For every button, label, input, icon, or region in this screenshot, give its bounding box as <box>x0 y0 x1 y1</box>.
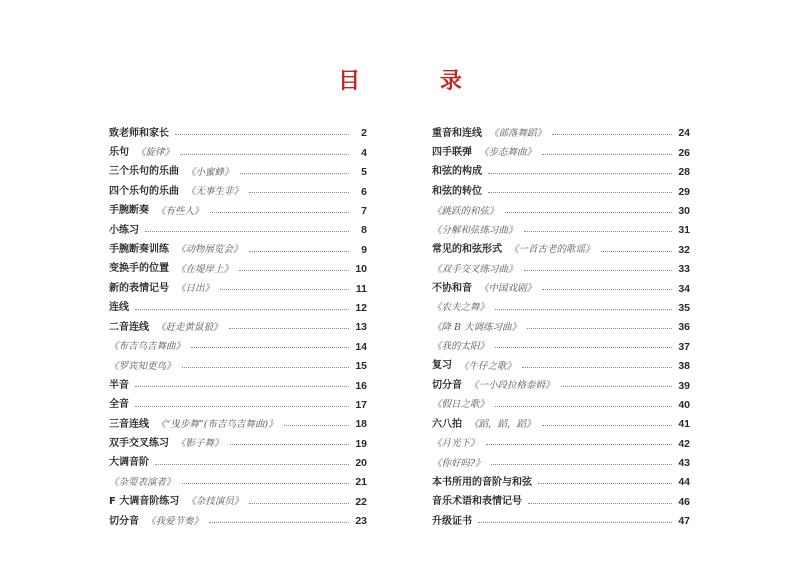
dot-leader <box>191 347 349 348</box>
toc-entry-title: 四手联弹 <box>432 147 472 159</box>
toc-entry-title: 不协和音 <box>432 282 472 294</box>
toc-left-column <box>109 124 367 531</box>
toc-entry-title: 乐句 <box>109 147 129 159</box>
toc-page-number: 41 <box>678 418 690 431</box>
toc-entry[interactable] <box>432 415 690 434</box>
toc-page-number: 37 <box>678 340 690 353</box>
toc-page-number: 46 <box>678 495 690 508</box>
toc-page-number: 44 <box>678 476 690 489</box>
dot-leader <box>538 483 672 484</box>
toc-entry[interactable] <box>109 337 367 356</box>
dot-leader <box>182 367 349 368</box>
toc-page-number: 33 <box>678 263 690 276</box>
toc-page-number: 17 <box>355 398 367 411</box>
toc-entry[interactable] <box>109 143 367 162</box>
dot-leader <box>491 464 672 465</box>
toc-entry-piece: 《蹈，蹈，蹈》 <box>469 418 536 430</box>
toc-page-number: 5 <box>361 166 367 179</box>
toc-entry-title: 半音 <box>109 379 129 391</box>
toc-entry[interactable] <box>432 454 690 473</box>
toc-entry[interactable] <box>109 279 367 298</box>
toc-entry-title: 六八拍 <box>432 418 462 430</box>
toc-entry-piece: 《旋律》 <box>136 147 175 159</box>
page-title: 目 录 <box>338 69 498 94</box>
dot-leader <box>542 425 672 426</box>
toc-entry-piece: 《在堤岸上》 <box>176 263 234 275</box>
toc-entry-piece: 《一首古老的歌谣》 <box>509 244 595 256</box>
toc-entry-piece: 《我的太阳》 <box>432 341 490 353</box>
toc-entry[interactable] <box>432 357 690 376</box>
toc-entry-piece: 《布吉乌吉舞曲》 <box>109 341 186 353</box>
toc-entry-piece: 《杂耍表演者》 <box>109 476 176 488</box>
toc-entry[interactable] <box>432 221 690 240</box>
toc-page-number: 36 <box>678 321 690 334</box>
toc-entry-piece: 《杂技演员》 <box>186 496 244 508</box>
toc-entry-title: 升级证书 <box>432 515 472 527</box>
toc-entry[interactable] <box>432 512 690 531</box>
dot-leader <box>145 231 349 232</box>
toc-entry-piece: 《一小段拉格泰姆》 <box>469 380 555 392</box>
toc-entry-title: 小练习 <box>109 224 139 236</box>
toc-page-number: 13 <box>355 321 367 334</box>
toc-entry[interactable] <box>432 163 690 182</box>
toc-entry-title: F 大调音阶练习 <box>109 496 180 508</box>
toc-page-number: 7 <box>361 205 367 217</box>
toc-entry-title: 手腕断奏 <box>109 205 149 217</box>
toc-right-column <box>432 124 690 531</box>
toc-entry[interactable] <box>432 143 690 162</box>
toc-page-number: 20 <box>355 457 367 470</box>
toc-entry[interactable] <box>109 415 367 434</box>
toc-entry-title: 常见的和弦形式 <box>432 244 502 256</box>
dot-leader <box>240 173 349 174</box>
toc-entry-title: 大调音阶 <box>109 457 149 469</box>
toc-entry[interactable] <box>432 318 690 337</box>
toc-entry-title: 复习 <box>432 360 452 372</box>
dot-leader <box>552 134 672 135</box>
toc-entry[interactable] <box>109 434 367 453</box>
toc-entry[interactable] <box>432 376 690 395</box>
toc-entry[interactable] <box>432 124 690 143</box>
toc-page-number: 47 <box>678 515 690 528</box>
toc-page-number: 16 <box>355 379 367 392</box>
toc-entry-title: 本书所用的音阶与和弦 <box>432 476 532 488</box>
toc-entry-title: 连线 <box>109 302 129 314</box>
dot-leader <box>230 444 349 445</box>
toc-entry-title: 全音 <box>109 399 129 411</box>
toc-entry-piece: 《赶走黄鼠狼》 <box>156 321 223 333</box>
toc-entry-title: 致老师和家长 <box>109 127 169 139</box>
toc-page-number: 38 <box>678 360 690 373</box>
dot-leader <box>528 503 672 504</box>
toc-entry-piece: 《有些人》 <box>156 205 204 217</box>
toc-entry-piece: 《无事生非》 <box>186 186 244 198</box>
toc-entry[interactable] <box>432 337 690 356</box>
toc-entry-title: 四个乐句的乐曲 <box>109 185 179 197</box>
dot-leader <box>182 483 349 484</box>
dot-leader <box>527 328 672 329</box>
toc-entry-piece: 《双手交叉练习曲》 <box>432 263 518 275</box>
dot-leader <box>239 270 349 271</box>
toc-page-number: 12 <box>355 301 367 314</box>
toc-page-number: 31 <box>678 224 690 237</box>
dot-leader <box>249 503 349 504</box>
toc-entry[interactable] <box>432 260 690 279</box>
toc-entry[interactable] <box>109 512 367 531</box>
toc-page-number: 39 <box>678 379 690 392</box>
dot-leader <box>135 386 349 387</box>
dot-leader <box>495 406 672 407</box>
dot-leader <box>488 192 672 193</box>
toc-page-number: 23 <box>355 515 367 528</box>
toc-entry[interactable] <box>109 376 367 395</box>
dot-leader <box>209 522 349 523</box>
toc-entry-piece: 《我爱节奏》 <box>146 515 204 527</box>
toc-entry-piece: 《假日之歌》 <box>432 399 490 411</box>
toc-page-number: 30 <box>678 205 690 217</box>
dot-leader <box>542 289 672 290</box>
toc-page-number: 28 <box>678 166 690 179</box>
dot-leader <box>135 309 349 310</box>
toc-page-number: 29 <box>678 185 690 198</box>
toc-entry-piece: 《日出》 <box>176 283 215 295</box>
dot-leader <box>284 425 349 426</box>
toc-entry[interactable] <box>109 299 367 318</box>
dot-leader <box>522 367 672 368</box>
toc-page-number: 40 <box>678 398 690 411</box>
toc-entry[interactable] <box>109 357 367 376</box>
toc-entry-title: 二音连线 <box>109 321 149 333</box>
dot-leader <box>135 406 349 407</box>
toc-entry[interactable] <box>109 182 367 201</box>
dot-leader <box>180 154 349 155</box>
toc-page-number: 34 <box>678 282 690 295</box>
toc-entry-title: 双手交叉练习 <box>109 437 169 449</box>
toc-page-number: 35 <box>678 301 690 314</box>
toc-entry[interactable] <box>432 279 690 298</box>
toc-entry-title: 和弦的构成 <box>432 166 482 178</box>
toc-entry-title: 音乐术语和表情记号 <box>432 496 522 508</box>
toc-page-number: 6 <box>361 185 367 198</box>
toc-page-number: 22 <box>355 495 367 508</box>
toc-entry-title: 新的表情记号 <box>109 282 169 294</box>
toc-entry[interactable] <box>109 202 367 221</box>
toc-entry[interactable] <box>432 473 690 492</box>
toc-entry-title: 变换手的位置 <box>109 263 169 275</box>
toc-entry[interactable] <box>109 318 367 337</box>
toc-entry[interactable] <box>109 163 367 182</box>
toc-page-number: 21 <box>355 476 367 489</box>
toc-page-number: 11 <box>355 282 367 295</box>
toc-entry-title: 三个乐句的乐曲 <box>109 166 179 178</box>
toc-page-number: 2 <box>361 127 367 140</box>
toc-entry[interactable] <box>109 221 367 240</box>
toc-entry-piece: 《农夫之舞》 <box>432 302 490 314</box>
dot-leader <box>495 309 672 310</box>
toc-entry-title: 和弦的转位 <box>432 185 482 197</box>
dot-leader <box>542 154 672 155</box>
toc-entry[interactable] <box>432 434 690 453</box>
toc-entry[interactable] <box>432 202 690 221</box>
toc-entry-piece: 《“曳步舞”(布吉乌吉舞曲)》 <box>156 418 278 430</box>
toc-entry[interactable] <box>109 473 367 492</box>
toc-entry-piece: 《步态舞曲》 <box>479 147 537 159</box>
dot-leader <box>486 444 672 445</box>
toc-entry[interactable] <box>109 124 367 143</box>
toc-entry-piece: 《分解和弦练习曲》 <box>432 224 518 236</box>
toc-entry-piece: 《动物展览会》 <box>176 244 243 256</box>
toc-entry-piece: 《月光下》 <box>432 438 480 450</box>
toc-entry-piece: 《降 B 大调练习曲》 <box>432 321 522 333</box>
toc-entry[interactable] <box>109 395 367 414</box>
toc-page-number: 8 <box>361 224 367 237</box>
dot-leader <box>210 212 349 213</box>
toc-entry[interactable] <box>432 240 690 259</box>
toc-entry[interactable] <box>432 299 690 318</box>
toc-entry[interactable] <box>432 395 690 414</box>
dot-leader <box>249 192 349 193</box>
toc-page-number: 26 <box>678 146 690 159</box>
toc-entry-piece: 《影子舞》 <box>176 438 224 450</box>
dot-leader <box>524 270 672 271</box>
toc-entry-piece: 《跳跃的和弦》 <box>432 205 499 217</box>
toc-page-number: 19 <box>355 437 367 450</box>
dot-leader <box>229 328 349 329</box>
toc-entry-title: 三音连线 <box>109 418 149 430</box>
dot-leader <box>488 173 672 174</box>
toc-entry-piece: 《中国戏剧》 <box>479 283 537 295</box>
dot-leader <box>524 231 672 232</box>
toc-entry-title: 重音和连线 <box>432 127 482 139</box>
dot-leader <box>220 289 349 290</box>
toc-page-number: 42 <box>678 437 690 450</box>
toc-page-number: 15 <box>355 360 367 373</box>
toc-page-number: 14 <box>355 340 367 353</box>
toc-entry-piece: 《你好吗?》 <box>432 457 485 469</box>
toc-entry-title: 切分音 <box>109 515 139 527</box>
toc-page-number: 32 <box>678 243 690 256</box>
toc-page-number: 10 <box>355 263 367 276</box>
dot-leader <box>175 134 349 135</box>
dot-leader <box>478 522 672 523</box>
toc-entry[interactable] <box>109 492 367 511</box>
toc-page-number: 24 <box>678 127 690 140</box>
toc-entry-piece: 《部落舞蹈》 <box>489 127 547 139</box>
dot-leader <box>249 251 349 252</box>
dot-leader <box>155 464 349 465</box>
toc-entry[interactable] <box>109 240 367 259</box>
toc-entry-title: 手腕断奏训练 <box>109 244 169 256</box>
toc-entry[interactable] <box>109 260 367 279</box>
toc-page-number: 43 <box>678 457 690 470</box>
toc-entry[interactable] <box>109 454 367 473</box>
toc-entry-piece: 《小蜜蜂》 <box>186 166 234 178</box>
toc-page-number: 9 <box>361 243 367 256</box>
toc-entry-piece: 《罗宾知更鸟》 <box>109 360 176 372</box>
dot-leader <box>561 386 672 387</box>
dot-leader <box>505 212 672 213</box>
toc-entry-piece: 《牛仔之歌》 <box>459 360 517 372</box>
dot-leader <box>601 251 672 252</box>
toc-page-number: 18 <box>355 418 367 431</box>
toc-page-number: 4 <box>361 146 367 159</box>
dot-leader <box>495 347 672 348</box>
toc-entry-title: 切分音 <box>432 379 462 391</box>
toc-entry[interactable] <box>432 182 690 201</box>
toc-entry[interactable] <box>432 492 690 511</box>
